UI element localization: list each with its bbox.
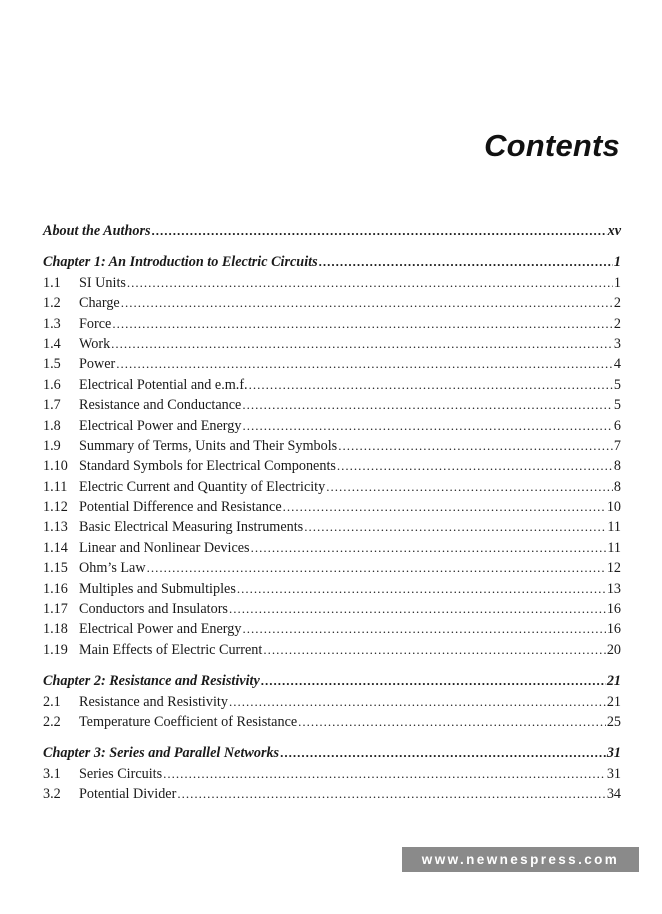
dot-leader: [242, 619, 605, 639]
toc-section-page: 21: [606, 693, 621, 710]
toc-entry-page: xv: [607, 223, 621, 239]
toc-section-title: Linear and Nonlinear Devices: [79, 539, 250, 556]
toc-entry-text: About the Authors: [43, 223, 151, 239]
toc-chapter-page: 1: [613, 254, 621, 271]
dot-leader: [242, 395, 613, 415]
toc-section-title: Electrical Power and Energy: [79, 417, 242, 434]
dot-leader: [237, 579, 606, 599]
dot-leader: [251, 538, 607, 558]
toc-section[interactable]: [43, 334, 621, 354]
dot-leader: [111, 334, 613, 354]
toc-chapter-title: Chapter 2: Resistance and Resistivity: [43, 673, 260, 690]
toc-section[interactable]: [43, 538, 621, 558]
toc-section-page: 25: [606, 713, 621, 730]
toc-section-number: 3.2: [43, 786, 61, 803]
dot-leader: [127, 273, 613, 293]
toc-section-number: 3.1: [43, 765, 61, 782]
dot-leader: [177, 784, 605, 804]
toc-section-title: Charge: [79, 295, 120, 312]
toc-section-title: Conductors and Insulators: [79, 601, 228, 618]
toc-section-title: Resistance and Resistivity: [79, 693, 228, 710]
dot-leader: [147, 558, 606, 578]
toc-section[interactable]: [43, 293, 621, 313]
toc-section-title: Electrical Potential and e.m.f.: [79, 376, 248, 393]
toc-section-title: Series Circuits: [79, 765, 163, 782]
toc-section-number: 2.1: [43, 693, 61, 710]
toc-section-page: 13: [606, 580, 621, 597]
toc-section[interactable]: [43, 712, 621, 732]
toc-chapter-title: Chapter 3: Series and Parallel Networks: [43, 745, 280, 762]
dot-leader: [304, 517, 606, 537]
toc-section-page: 16: [606, 621, 621, 638]
toc-chapter-heading[interactable]: [43, 671, 621, 691]
page-title: Contents: [484, 128, 620, 163]
dot-leader: [229, 599, 606, 619]
toc-section-number: 1.4: [43, 335, 61, 352]
toc-section-number: 1.7: [43, 397, 61, 414]
toc-section[interactable]: [43, 456, 621, 476]
toc-chapter-heading[interactable]: [43, 252, 621, 272]
dot-leader: [249, 375, 613, 395]
toc-section-page: 5: [613, 376, 621, 393]
toc-chapter-title: Chapter 1: An Introduction to Electric Circuits: [43, 254, 318, 271]
toc-section-title: Temperature Coefficient of Resistance: [79, 713, 298, 730]
toc-section[interactable]: [43, 314, 621, 334]
toc-section[interactable]: [43, 477, 621, 497]
toc-section-page: 4: [613, 356, 621, 373]
toc-section-page: 31: [606, 765, 621, 782]
dot-leader: [280, 743, 606, 763]
toc-section-page: 2: [613, 295, 621, 312]
dot-leader: [242, 416, 612, 436]
toc-section-title: Ohm’s Law: [79, 560, 146, 577]
toc-section[interactable]: [43, 784, 621, 804]
dot-leader: [337, 456, 613, 476]
dot-leader: [319, 252, 613, 272]
toc-section[interactable]: [43, 764, 621, 784]
toc-chapter-heading[interactable]: [43, 743, 621, 763]
toc-section[interactable]: [43, 517, 621, 537]
toc-section-title: Basic Electrical Measuring Instruments: [79, 519, 304, 536]
publisher-url-footer: www.newnespress.com: [402, 847, 639, 872]
toc-section-page: 7: [613, 437, 621, 454]
dot-leader: [229, 692, 606, 712]
toc-section-title: Work: [79, 335, 111, 352]
toc-section[interactable]: [43, 416, 621, 436]
toc-section-title: Potential Divider: [79, 786, 177, 803]
toc-chapter-page: 21: [606, 673, 621, 690]
toc-section-page: 11: [607, 539, 621, 556]
toc-section[interactable]: [43, 395, 621, 415]
toc-section-title: Electrical Power and Energy: [79, 621, 242, 638]
dot-leader: [283, 497, 606, 517]
toc-section[interactable]: [43, 558, 621, 578]
toc-section-number: 1.16: [43, 580, 68, 597]
toc-section[interactable]: [43, 640, 621, 660]
dot-leader: [152, 221, 607, 241]
toc-section-number: 1.11: [43, 478, 68, 495]
toc-section-number: 1.19: [43, 641, 68, 658]
dot-leader: [263, 640, 605, 660]
dot-leader: [298, 712, 606, 732]
dot-leader: [326, 477, 613, 497]
table-of-contents: [43, 221, 621, 805]
dot-leader: [163, 764, 606, 784]
toc-section-page: 12: [606, 560, 621, 577]
toc-section-page: 34: [606, 786, 621, 803]
toc-section-title: Electric Current and Quantity of Electricity: [79, 478, 326, 495]
toc-section-page: 16: [606, 601, 621, 618]
toc-section-page: 20: [606, 641, 621, 658]
toc-section[interactable]: [43, 497, 621, 517]
toc-section-title: SI Units: [79, 274, 126, 291]
dot-leader: [338, 436, 613, 456]
toc-section[interactable]: [43, 692, 621, 712]
toc-section-page: 6: [613, 417, 621, 434]
toc-section[interactable]: [43, 579, 621, 599]
dot-leader: [116, 354, 613, 374]
toc-section-number: 1.12: [43, 499, 68, 516]
toc-section-number: 1.1: [43, 274, 61, 291]
toc-section-number: 1.6: [43, 376, 61, 393]
toc-section-number: 1.10: [43, 458, 68, 475]
toc-section-number: 1.18: [43, 621, 68, 638]
toc-section-title: Power: [79, 356, 116, 373]
toc-section-page: 10: [606, 499, 621, 516]
dot-leader: [121, 293, 613, 313]
toc-section-title: Summary of Terms, Units and Their Symbols: [79, 437, 338, 454]
toc-section-number: 1.13: [43, 519, 68, 536]
toc-section-page: 8: [613, 478, 621, 495]
toc-section-number: 2.2: [43, 713, 61, 730]
toc-section-title: Main Effects of Electric Current: [79, 641, 263, 658]
toc-section[interactable]: [43, 619, 621, 639]
dot-leader: [261, 671, 606, 691]
toc-section-number: 1.8: [43, 417, 61, 434]
toc-section-title: Resistance and Conductance: [79, 397, 242, 414]
toc-section-page: 11: [607, 519, 621, 536]
toc-section-title: Force: [79, 315, 112, 332]
toc-section-number: 1.15: [43, 560, 68, 577]
toc-section-title: Potential Difference and Resistance: [79, 499, 282, 516]
toc-section[interactable]: [43, 436, 621, 456]
toc-section-page: 2: [613, 315, 621, 332]
toc-section-number: 1.17: [43, 601, 68, 618]
toc-section-page: 3: [613, 335, 621, 352]
toc-section-number: 1.9: [43, 437, 61, 454]
toc-section[interactable]: [43, 599, 621, 619]
toc-section-page: 5: [613, 397, 621, 414]
toc-section[interactable]: [43, 375, 621, 395]
toc-section[interactable]: [43, 273, 621, 293]
toc-entry-about-authors[interactable]: [43, 221, 621, 241]
toc-section-page: 1: [613, 274, 621, 291]
toc-section-number: 1.2: [43, 295, 61, 312]
toc-section-number: 1.14: [43, 539, 68, 556]
toc-chapter-page: 31: [606, 745, 621, 762]
toc-section-title: Multiples and Submultiples: [79, 580, 236, 597]
dot-leader: [112, 314, 613, 334]
toc-section[interactable]: [43, 354, 621, 374]
toc-section-title: Standard Symbols for Electrical Components: [79, 458, 336, 475]
toc-section-number: 1.5: [43, 356, 61, 373]
toc-section-number: 1.3: [43, 315, 61, 332]
toc-section-page: 8: [613, 458, 621, 475]
